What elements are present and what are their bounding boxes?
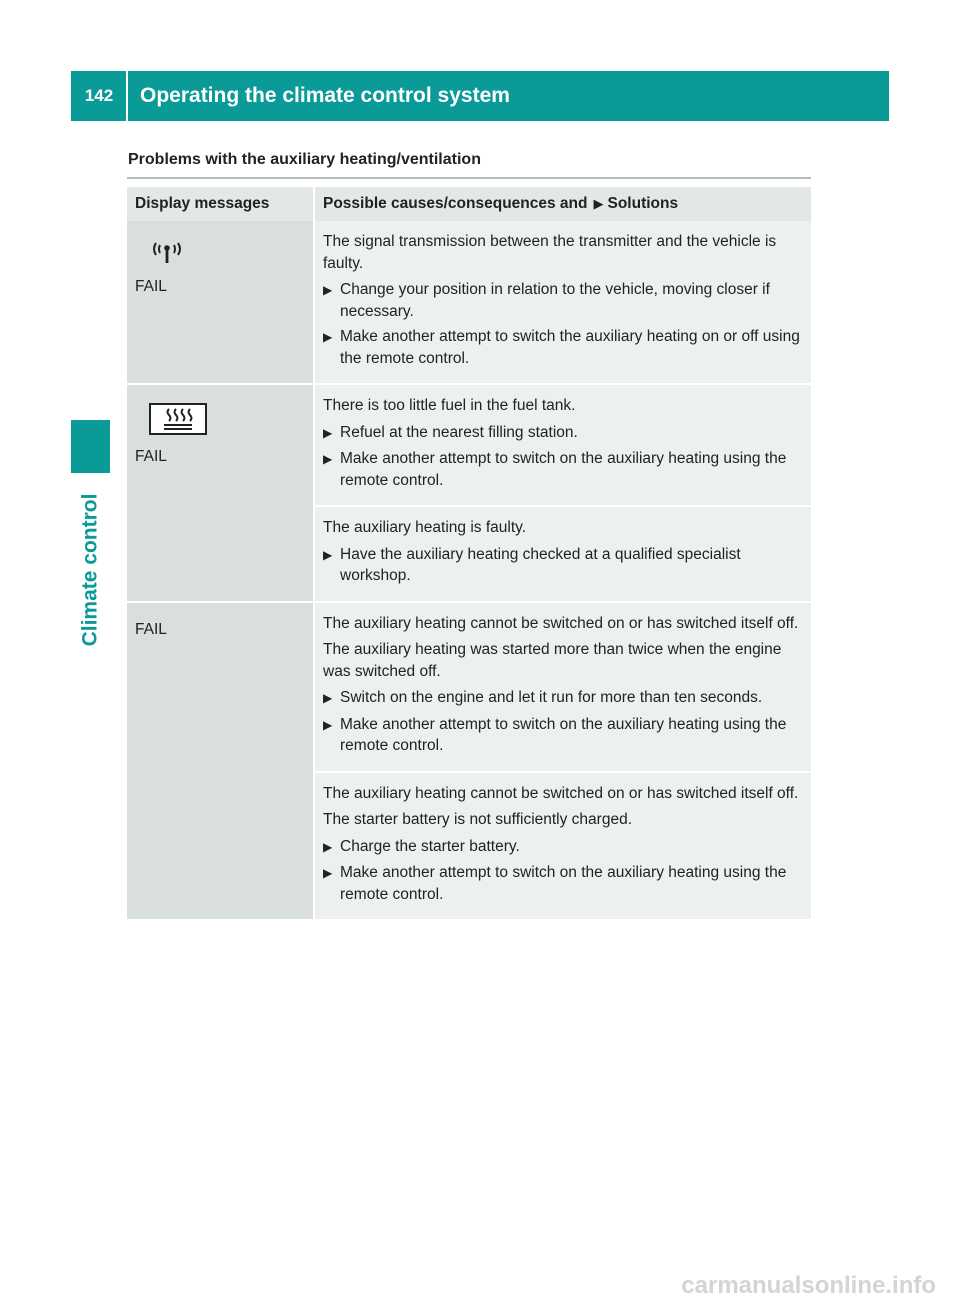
- solutions-column: [315, 603, 811, 920]
- step-arrow-icon: ▶: [323, 691, 333, 705]
- solution-step: [323, 544, 805, 587]
- display-message-text: FAIL: [135, 448, 167, 465]
- step-arrow-icon: ▶: [323, 452, 333, 466]
- solutions-column: [315, 221, 811, 383]
- section-title: Problems with the auxiliary heating/ventilation: [128, 151, 481, 168]
- column-header-solutions-text: Solutions: [607, 195, 679, 212]
- cause-text: The auxiliary heating is faulty.: [323, 519, 527, 536]
- solution-step: [323, 326, 805, 369]
- solutions-column: [315, 385, 811, 601]
- section-sidebar-label: [71, 480, 110, 660]
- watermark: carmanualsonline.info: [681, 1272, 936, 1299]
- troubleshooting-table: [127, 187, 811, 919]
- solution-step: [323, 422, 805, 445]
- cause-text: The signal transmission between the transmitter and the vehicle is faulty.: [323, 233, 777, 272]
- antenna-signal-icon: [149, 239, 313, 270]
- solution-step: [323, 448, 805, 491]
- cause-text: There is too little fuel in the fuel tank.: [323, 397, 576, 414]
- heater-icon: [149, 403, 313, 440]
- header-divider: [126, 71, 128, 121]
- solution-step: [323, 279, 805, 322]
- section-divider: [127, 177, 811, 179]
- solution-cell: [315, 773, 811, 920]
- solution-step-text: Have the auxiliary heating checked at a qualified specialist workshop.: [340, 545, 741, 584]
- solution-step: [323, 836, 805, 859]
- step-arrow-icon: ▶: [323, 839, 333, 854]
- table-row: [127, 603, 811, 920]
- column-header-causes-solutions: [315, 187, 811, 221]
- step-arrow-icon: ▶: [323, 547, 333, 562]
- step-arrow-icon: ▶: [323, 717, 333, 732]
- solution-cell: [315, 385, 811, 505]
- solution-step: [323, 714, 805, 757]
- step-arrow-icon: ▶: [323, 866, 333, 880]
- display-message-text: FAIL: [135, 620, 167, 638]
- display-message-cell: [127, 221, 313, 383]
- section-tab-marker: [71, 420, 110, 473]
- page-number: 142: [84, 86, 114, 105]
- cause-text: The starter battery is not sufficiently charged.: [323, 811, 633, 828]
- step-arrow-icon: ▶: [323, 425, 333, 440]
- solution-arrow-icon: ▶: [593, 196, 604, 211]
- table-row: [127, 385, 811, 601]
- sidebar-label-text: Climate control: [78, 493, 102, 647]
- table-row: [127, 221, 811, 383]
- display-message-cell: [127, 603, 313, 920]
- solution-cell: [315, 603, 811, 771]
- step-arrow-icon: ▶: [323, 283, 333, 297]
- display-message-text: FAIL: [135, 278, 167, 295]
- solution-step-text: Refuel at the nearest filling station.: [340, 423, 578, 441]
- page-title: Operating the climate control system: [140, 84, 510, 107]
- solution-step-text: Charge the starter battery.: [340, 837, 520, 855]
- solution-cell: [315, 507, 811, 601]
- table-header-row: [127, 187, 811, 221]
- cause-text: The auxiliary heating cannot be switched on or has switched itself off.: [323, 784, 799, 802]
- solution-step-text: Make another attempt to switch on the auxiliary heating using the remote control.: [340, 715, 787, 754]
- solution-step: [323, 687, 805, 710]
- solution-step-text: Make another attempt to switch on the auxiliary heating using the remote control.: [340, 450, 787, 489]
- solution-step-text: Switch on the engine and let it run for more than ten seconds.: [340, 689, 763, 706]
- column-header-causes-text: Possible causes/consequences and: [323, 195, 588, 212]
- display-message-cell: [127, 385, 313, 601]
- solution-step-text: Make another attempt to switch the auxiliary heating on or off using the remote control.: [340, 328, 800, 367]
- solution-step-text: Change your position in relation to the vehicle, moving closer if necessary.: [340, 281, 770, 320]
- solution-step: [323, 862, 805, 905]
- cause-text: The auxiliary heating was started more than twice when the engine was switched off.: [323, 641, 782, 680]
- solution-cell: [315, 221, 811, 383]
- step-arrow-icon: ▶: [323, 330, 333, 344]
- column-header-display-messages: Display messages: [127, 187, 313, 221]
- solution-step-text: Make another attempt to switch on the auxiliary heating using the remote control.: [340, 864, 787, 903]
- cause-text: The auxiliary heating cannot be switched on or has switched itself off.: [323, 614, 799, 632]
